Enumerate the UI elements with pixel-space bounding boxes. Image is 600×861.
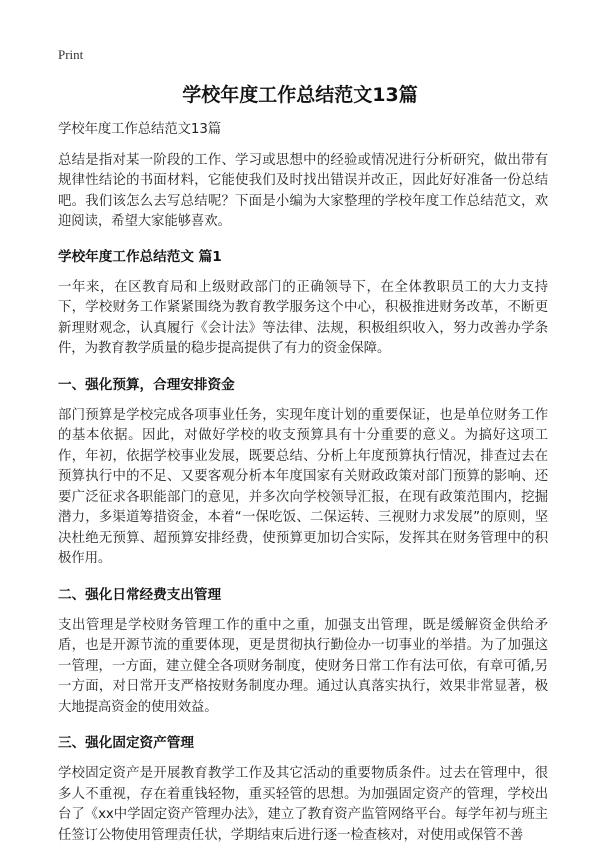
document-body [58, 120, 548, 861]
section-body-budget: 部门预算是学校完成各项事业任务，实现年度计划的重要保证，也是单位财务工作的基本依据。因此，对做好学校的收支预算具有十分重要的意义。为搞好这项工作，年初，依据学校事业发展，既要总结、分析上年度预算执行情况，排查过去在预算执行中的不足、又要客观分析本年度国家有关财政政策对部门预算的影响、还要广泛征求各职能部门的意见，并多次向学校领导汇报，在现有政策范围内，挖掘潜力，多渠道筹措资金，本着“一保吃饭、二保运转、三视财力求发展”的原则，坚决杜绝无预算、超预算安排经费，使预算更加切合实际，发挥其在财务管理中的积极作用。 [58, 407, 548, 566]
article-heading: 学校年度工作总结范文 篇1 [58, 248, 222, 265]
section-body-expenditure: 支出管理是学校财务管理工作的重中之重，加强支出管理，既是缓解资金供给矛盾，也是开源节流的重要体现，更是贯彻执行勤俭办一切事业的举措。为了加强这一管理，一方面，建立健全各项财务制度，使财务日常工作有法可依，有章可循,另一方面，对日常开支严格按财务制度办理。通过认真落实执行，效果非常显著，极大地提高资金的使用效益。 [58, 617, 548, 715]
section-heading-expenditure: 二、强化日常经费支出管理 [58, 586, 222, 603]
section-heading-fixed-assets: 三、强化固定资产管理 [58, 735, 194, 751]
print-link[interactable]: Print [58, 47, 84, 62]
section-body-fixed-assets: 学校固定资产是开展教育教学工作及其它活动的重要物质条件。过去在管理中，很多人不重视，存在着重钱轻物，重买轻管的思想。为加强固定资产的管理，学校出台了《xx中学固定资产管理办法》，建立了教育资产监管网络平台。每学年初与班主任签订公物使用管理责任状，学期结束后进行逐一检查核对，对使用或保管不善 [58, 766, 548, 843]
document-subtitle: 学校年度工作总结范文13篇 [58, 122, 222, 137]
article-intro-paragraph: 一年来，在区教育局和上级财政部门的正确领导下，在全体教职员工的大力支持下，学校财务工作紧紧围绕为教育教学服务这个中心，积极推进财务改革，不断更新理财观念，认真履行《会计法》等法律、法规，积极组织收入，努力改善办学条件，为教育教学质量的稳步提高提供了有力的资金保障。 [58, 279, 548, 356]
intro-paragraph: 总结是指对某一阶段的工作、学习或思想中的经验或情况进行分析研究，做出带有规律性结论的书面材料，它能使我们及时找出错误并改正，因此好好准备一份总结吧。我们该怎么去写总结呢？下面是小编为大家整理的学校年度工作总结范文，欢迎阅读，希望大家能够喜欢。 [58, 152, 548, 229]
page-title: 学校年度工作总结范文13篇 [182, 84, 418, 106]
section-heading-budget: 一、强化预算，合理安排资金 [58, 376, 235, 393]
